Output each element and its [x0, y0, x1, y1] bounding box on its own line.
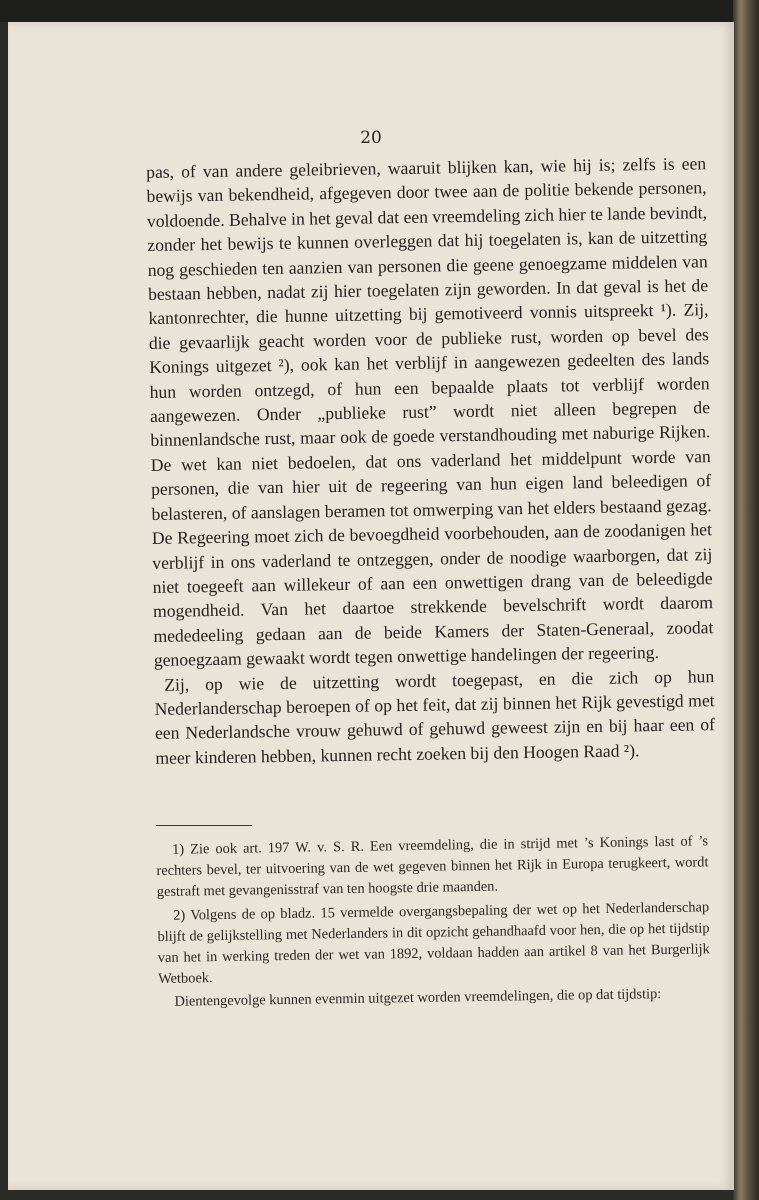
scan-background-strip [0, 0, 759, 22]
body-text [146, 151, 716, 770]
page-sheet [8, 22, 734, 1190]
page-number: 20 [360, 128, 382, 148]
paragraph-2: Zij, op wie de uitzetting wordt toegepast, en die zich op hun Nederlanderschap beroepen of op het feit, dat zij binnen het Rijk gevestigd met een Nederlandsche vrouw gehuwd of gehuwd geweest zijn en bij haar een of meer kinderen hebben, kunnen recht zoeken bij den Hoogen Raad ²). [154, 665, 716, 768]
book-spine-edge [733, 0, 759, 1200]
footnote-1: 1) Zie ook art. 197 W. v. S. R. Een vreemdeling, die in strijd met ’s Konings last of ’s rechters bevel, ter uitvoering van de wet gegeven binnen het Rijk in Europa terugkeert, wordt gestraft met gevangenisstraf van ten hoogste drie maanden. [156, 833, 709, 901]
paragraph-1: pas, of van andere geleibrieven, waaruit blijken kan, wie hij is; zelfs is een bewijs van bekendheid, afgegeven door twee aan de politie bekende personen, voldoende. Behalve in het geval dat een vreemdeling zich hier te lande bevindt, zonder het bewijs te kunnen overleggen dat hij toegelaten is, kan de uitzetting nog geschieden ten aanzien van personen die geene genoegzame middelen van bestaan hebben, nadat zij hier toegelaten zijn geworden. In dat geval is het de kantonrechter, die hunne uitzetting bij gemotiveerd vonnis uitspreekt ¹). Zij, die gevaarlijk geacht worden voor de publieke rust, worden op bevel des Konings uitgezet ²), ook kan het verblijf in aangewezen gedeelten des lands hun worden ontzegd, of hun een bepaalde plaats tot verblijf worden aangewezen. Onder „publieke rust” wordt niet alleen begrepen de binnenlandsche rust, maar ook de goede verstandhouding met naburige Rijken. De wet kan niet bedoelen, dat ons vaderland het middelpunt worde van personen, die van hier uit de regeering van hun eigen land beleedigen of belasteren, of aanslagen beramen tot omwerping van het elders bestaand gezag. De Regeering moet zich de bevoegdheid voorbehouden, aan de zoodanigen het verblijf in ons vaderland te ontzeggen, onder de noodige waarborgen, dat zij niet toegeeft aan willekeur of aan een onwettigen drang van de beleedigde mogendheid. Van het daartoe strekkende bevelschrift wordt daarom mededeeling gedaan aan de beide Kamers der Staten-Generaal, zoodat genoegzaam gewaakt wordt tegen onwettige handelingen der regeering. [146, 153, 714, 671]
footnote-2: 2) Volgens de op bladz. 15 vermelde overgangsbepaling der wet op het Nederlanderschap blijft de gelijkstelling met Nederlanders in dit opzicht gehandhaafd voor hen, die op het tijdstip van het in werking treden der wet van 1892, voldaan hadden aan artikel 8 van het Burgerlijk Wetboek. [157, 898, 710, 988]
footnotes [156, 831, 711, 1015]
footnote-divider [156, 825, 252, 826]
footnote-2-continuation: Dientengevolge kunnen evenmin uitgezet worden vreemdelingen, die op dat tijdstip: [174, 986, 662, 1011]
